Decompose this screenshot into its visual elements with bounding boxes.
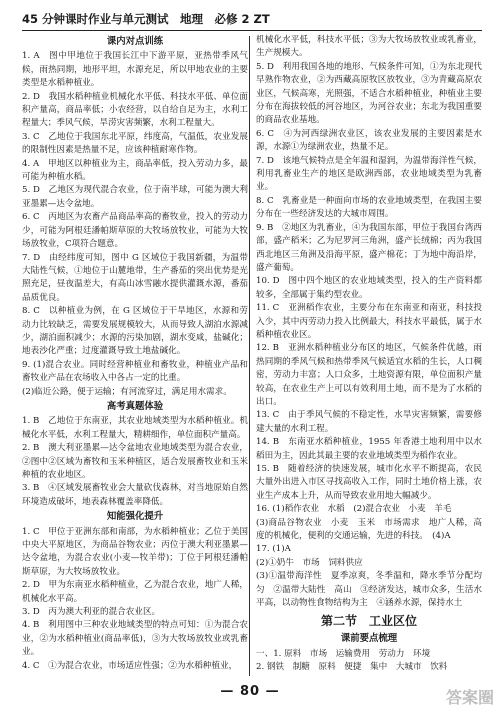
page-header [22,8,482,31]
section-title-practice: 课内对点训练 [106,36,164,47]
answer-item: 1. A 图中甲地位于我国长江中下游平原，亚热带季风气候，雨热同期，地形平坦，水源充足，所以甲地农业的主要类型是水稻种植业。 [22,51,248,89]
answer-item: 4. A 甲地区以种植业为主，商品率低，投入劳动力多，最可能为种植水稻。 [22,158,248,183]
answer-item: (3)①温带海洋性 夏季凉爽，冬季温和，降水季节分配均匀 ②温带大陆性 高山 ③经济发达，城市众多，生活水平高，以动物性食物结构为主 ④涵养水源，保持水土 [256,571,482,609]
answer-item: 9. B ②地区为乳畜业，④为我国东部，甲位于我国台湾西部，盛产稻米；乙为尼罗河三角洲，盛产长绒棉；丙为我国西北地区三角洲及沿海平原，盛产棉花；丁为地中海沿岸，盛产葡萄。 [256,222,482,273]
answer-item: 15. B 随着经济的快速发展，城市化水平不断提高，农民大量外出进入市区寻找高收入工作，同时土地价格上涨，农业生产成本上升，从而导致农业用地大幅减少。 [256,464,482,501]
answer-item: 2. B 澳大利亚墨累—达令盆地农业地域类型为混合农业，②图中②区域为畜牧和玉米种植区，适合发展畜牧业和玉米种植的农业地区。 [22,443,248,480]
answer-item: 14. B 东南亚水稻种植业，1955 年香港土地利用中以水稻田为主，因此其最主要的农业地域类型为稻作农业。 [256,437,482,461]
answer-item: 7. D 该地气候特点是全年温和湿润，为温带海洋性气候，利用乳畜业生产的地区是欧洲西部，农业地域类型为乳畜业。 [256,155,482,193]
section-title-review: 课前要点梳理 [340,633,398,645]
answer-item: 1. B 乙地位于东南亚，其农业地域类型为水稻种植业。机械化水平低，水利工程量大，精耕细作，单位面积产量高。 [22,416,248,440]
left-column [22,34,248,678]
right-column [256,34,482,678]
answer-item: (2)临近公路，便于运输；有河流穿过，满足用水需求。 [22,386,232,397]
answer-item: (2)①奶牛 市场 饲料供应 [256,557,363,568]
answer-item: 17. (1)A [256,544,291,555]
page-number: — 80 — [220,684,280,699]
answer-item: 8. C 以种植业为例，在 G 区域位于干旱地区，水源和劳动力比较缺乏，需要发展规模较大，从而导致人湖泊水源减少，湖泊面积减少；水源的污染加剧，湖水变咸，盐碱化；地表沙化严重；过度灌溉导致土地盐碱化。 [22,306,248,357]
answer-item: 13. C 由于季风气候的不稳定性，水旱灾害频繁，需要修建大量的水利工程。 [256,410,482,434]
answer-item: 5. D 利用我国各地的地形、气候条件可知，①为东北现代早熟作物农业，②为西藏高原牧区放牧业，③为青藏高原农业区，气候高寒，光照强，不适合水稻种植业，种植业主要分布在海拔较低的河谷地区，为河谷农业；东北为我国重要的商品农业基地。 [256,61,482,126]
watermark-logo: 答案圈 [445,688,494,707]
section-title-advanced: 知能强化提升 [106,511,164,523]
chapter-title: 第二节 工业区位 [320,614,417,629]
answer-item: 2. 钢铁 制糖 原料 便捷 集中 大城市 饮料 [256,662,448,673]
column-divider [249,36,250,676]
answer-item: 10. D 图中四个地区的农业地域类型，投入的生产资料都较多，全部属于集约型农业。 [256,276,482,300]
answer-item: 12. B 亚洲水稻种植业分布区的地区，气候条件优越，雨热同期的季风气候和热带季风气候适宜水稻的生长，人口稠密，劳动力丰富；人口众多，土地资源有限，单位面积产量较高，在农业生产上可以有效利用土地，而不是为了水稻的出口。 [256,343,482,407]
answer-item: 8. C 乳畜业是一种面向市场的农业地域类型，在我国主要分布在一些经济发达的大城市周围。 [256,195,482,220]
answer-item: 2. D 我国水稻种植业机械化水平低、科技水平低、单位面积产量高，商品率低；小农经营，以自给自足为主，水利工程量大；季风气候，旱涝灾害频繁，水利工程量大。 [22,91,248,129]
answer-item: 3. D 丙为澳大利亚的混合农业区。 [22,607,161,618]
answer-item: 2. D 甲为东南亚水稻种植业，乙为混合农业，地广人稀，机械化水平高。 [22,580,248,604]
answer-item: 11. C 亚洲稻作农业，主要分布在东南亚和南亚，科技投入少，其中丙劳动力投入比例最大，科技水平最低，属于水稻种植农业区。 [256,303,482,340]
answer-item: 3. C 乙地位于我国东北平原，纬度高，气温低，农业发展的限制性因素是热量不足，应该种植耐寒作物。 [22,131,248,156]
answer-item: 4. C ①为混合农业，市场适应性强；②为水稻种植业， [22,660,238,671]
answer-item: 机械化水平低，科技水平低；③为大牧场放牧业或乳畜业，生产规模大。 [256,35,482,59]
answer-item: 6. C ④为河西绿洲农业区，该农业发展的主要因素是水源，水源①为绿洲农业，热量不足。 [256,128,482,153]
answer-item: 5. D 乙地区为现代混合农业，位于南半球，可能为澳大利亚墨累—达令盆地。 [22,185,248,209]
answer-item: 4. B 利用图中三种农业地域类型的特点可知：①为混合农业，②为水稻种植业(商品率低)，③为大牧场放牧业或乳畜业。 [22,620,248,658]
answer-item: (3)商品谷物农业 小麦 玉米 市场需求 地广人稀，高度的机械化，便利的交通运输，先进的科技。 (4)A [256,517,482,542]
answer-item: 一、1. 原料 市场 运输费用 劳动力 环境 [256,648,431,659]
answer-item: 3. B ④区域发展畜牧业会大量砍伐森林，对当地原始自然环境造成破坏，地表森林覆盖率降低。 [22,483,248,507]
answer-item: 6. C 丙地区为农畜产品商品率高的畜牧业，投入的劳动力少，可能为阿根廷潘帕斯草原的大牧场放牧业，可能为大牧场放牧业，C项符合题意。 [22,212,248,250]
header-text: 45 分钟课时作业与单元测试 地理 必修 2 ZT [22,12,270,26]
answer-item: 7. D 由经纬度可知，图中 G 区域位于我国新疆，为温带大陆性气候，①地位于山麓地带，生产番茄的突出优势是光照充足，昼夜温差大，有高山冰雪融水提供灌溉水源，番茄品质优良。 [22,252,248,303]
answer-item: 9. (1)混合农业。同时经营种植业和畜牧业，种植业产品和畜牧业产品在农场收入中各占一定的比重。 [22,359,248,384]
section-title-exam: 高考真题体验 [106,400,164,412]
answer-item: 1. C 甲位于亚洲东部和南部，为水稻种植业；乙位于美国中央大平原地区，为商品谷物农业；丙位于澳大利亚墨累—达令盆地，为混合农业(小麦—牧羊带)；丁位于阿根廷潘帕斯草原，为大牧场放牧业。 [22,526,248,577]
answer-item: 16. (1)稻作农业 水稻 (2)混合农业 小麦 羊毛 [256,504,452,515]
